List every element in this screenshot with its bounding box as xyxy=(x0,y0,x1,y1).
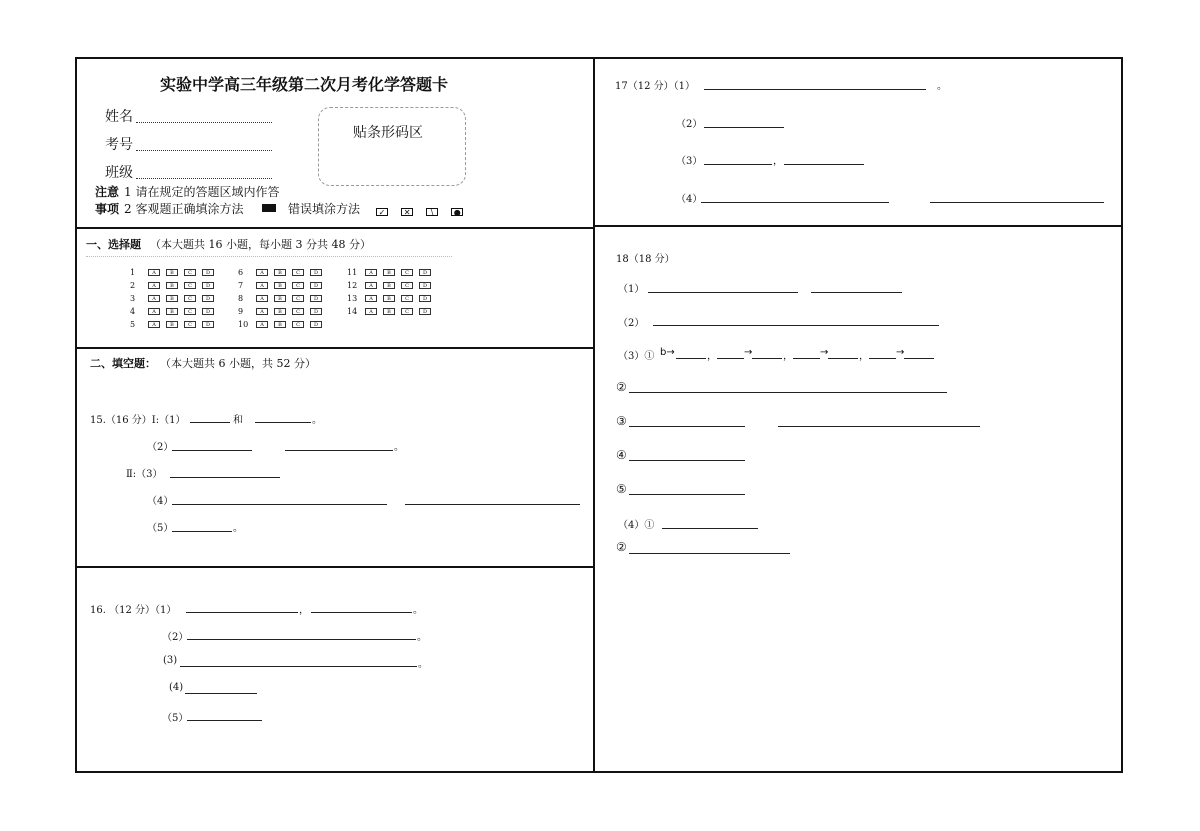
mc-option-bubble-a[interactable]: A xyxy=(148,321,160,328)
q18-3-line-6[interactable] xyxy=(869,358,896,359)
notes-label-1: 注意 xyxy=(95,185,120,199)
mc-option-bubble-d[interactable]: D xyxy=(310,321,322,328)
mc-option-bubble-b[interactable]: B xyxy=(383,295,395,302)
q18-3-line-2[interactable] xyxy=(717,358,744,359)
q18-p4c2: ② xyxy=(616,540,627,554)
mc-option-bubble-b[interactable]: B xyxy=(274,269,286,276)
q18-c5-line[interactable] xyxy=(629,494,745,495)
q15-and: 和 xyxy=(233,415,243,426)
q16-5-line[interactable] xyxy=(187,720,262,721)
q16-3-end: 。 xyxy=(418,659,428,670)
mc-option-bubble-b[interactable]: B xyxy=(383,282,395,289)
mc-option-bubble-a[interactable]: A xyxy=(148,269,160,276)
name-label: 姓名 xyxy=(105,109,133,125)
section2-title: 二、填空题： xyxy=(90,357,156,370)
q16-1b-line[interactable] xyxy=(311,612,412,613)
q18-c3b-line[interactable] xyxy=(778,426,980,427)
mc-option-bubble-c[interactable]: C xyxy=(401,295,413,302)
mc-option-bubble-a[interactable]: A xyxy=(256,269,268,276)
mc-option-bubble-a[interactable]: A xyxy=(365,282,377,289)
q17-comma: ， xyxy=(773,156,783,167)
q15-p2: （2） xyxy=(147,442,174,453)
mc-option-bubble-c[interactable]: C xyxy=(401,269,413,276)
wrong-mark-dot-icon: ● xyxy=(451,208,463,216)
mc-option-bubble-d[interactable]: D xyxy=(202,269,214,276)
mc-question-row xyxy=(238,281,328,290)
q17-head: 17（12 分）（1） xyxy=(615,81,695,92)
mc-question-row xyxy=(347,294,437,303)
section1-title: 一、选择题 xyxy=(86,238,141,251)
mc-question-number: 7 xyxy=(238,281,244,290)
mc-option-bubble-c[interactable]: C xyxy=(292,321,304,328)
mc-option-bubble-b[interactable]: B xyxy=(383,308,395,315)
q18-c3a-line[interactable] xyxy=(629,426,745,427)
wrong-fill-examples xyxy=(368,201,463,220)
mc-question-row xyxy=(238,307,328,316)
q18-3-arrow-1: → xyxy=(744,347,753,358)
q18-3-line-1[interactable] xyxy=(676,358,706,359)
mc-option-bubble-d[interactable]: D xyxy=(310,269,322,276)
q16-4-line[interactable] xyxy=(185,693,257,694)
q18-p2: （2） xyxy=(618,318,645,329)
q17-3b-line[interactable] xyxy=(784,164,864,165)
mc-option-bubble-d[interactable]: D xyxy=(419,295,431,302)
q16-p3: (3) xyxy=(163,655,178,666)
mc-option-bubble-c[interactable]: C xyxy=(184,269,196,276)
q16-2-line[interactable] xyxy=(187,639,416,640)
section1-dotted-line xyxy=(86,256,452,257)
q18-2-line[interactable] xyxy=(653,325,939,326)
q18-p4: （4）① xyxy=(618,520,655,531)
q17-p2: （2） xyxy=(676,119,703,130)
mc-question-row xyxy=(347,281,437,290)
mc-question-number: 4 xyxy=(130,307,136,316)
mc-option-bubble-a[interactable]: A xyxy=(365,269,377,276)
mc-option-bubble-d[interactable]: D xyxy=(419,269,431,276)
mc-question-number: 14 xyxy=(347,307,358,316)
mc-option-bubble-d[interactable]: D xyxy=(419,308,431,315)
q18-3-line-5[interactable] xyxy=(828,358,858,359)
q18-c2: ② xyxy=(616,380,627,394)
note-2: 2 客观题正确填涂方法 xyxy=(124,202,244,216)
mc-question-number: 9 xyxy=(238,307,244,316)
notes-label-2: 事项 xyxy=(95,202,120,216)
mc-option-bubble-b[interactable]: B xyxy=(166,269,178,276)
exam-number-field-line[interactable] xyxy=(136,150,272,151)
wrong-mark-cross-icon: ✕ xyxy=(401,208,413,216)
mc-option-bubble-a[interactable]: A xyxy=(256,308,268,315)
q17-4b-line[interactable] xyxy=(930,202,1104,203)
q16-p4: (4) xyxy=(169,682,184,693)
class-label: 班级 xyxy=(105,165,133,181)
q18-c5: ⑤ xyxy=(616,482,627,496)
q18-4b-line[interactable] xyxy=(629,553,790,554)
mc-option-bubble-d[interactable]: D xyxy=(419,282,431,289)
q16-3-line[interactable] xyxy=(180,666,417,667)
mc-question-number: 2 xyxy=(130,281,136,290)
q16-1a-line[interactable] xyxy=(186,612,298,613)
mc-option-bubble-b[interactable]: B xyxy=(383,269,395,276)
wrong-fill-label: 错误填涂方法 xyxy=(288,202,361,216)
q16-p2: （2） xyxy=(162,632,189,643)
mc-option-bubble-c[interactable]: C xyxy=(184,295,196,302)
mc-question-number: 12 xyxy=(347,281,358,290)
q17-4a-line[interactable] xyxy=(701,202,889,203)
mc-question-row xyxy=(130,320,220,329)
mc-option-bubble-d[interactable]: D xyxy=(202,308,214,315)
mc-option-bubble-d[interactable]: D xyxy=(310,282,322,289)
q18-3-arrow-3: → xyxy=(896,347,905,358)
q18-c2-line[interactable] xyxy=(629,392,947,393)
mc-option-bubble-b[interactable]: B xyxy=(274,308,286,315)
mc-option-bubble-d[interactable]: D xyxy=(202,295,214,302)
mc-option-bubble-c[interactable]: C xyxy=(401,282,413,289)
divider-section1 xyxy=(75,347,594,349)
page-title: 实验中学高三年级第二次月考化学答题卡 xyxy=(160,75,449,94)
q18-3-comma-3: ， xyxy=(859,351,869,362)
q17-2-line[interactable] xyxy=(704,127,784,128)
q17-1-line[interactable] xyxy=(704,89,926,90)
section1-desc: （本大题共 16 小题，每小题 3 分共 48 分） xyxy=(150,238,371,251)
mc-option-bubble-c[interactable]: C xyxy=(292,308,304,315)
mc-option-bubble-c[interactable]: C xyxy=(184,321,196,328)
q15-1-end: 。 xyxy=(312,415,322,426)
q18-3-line-7[interactable] xyxy=(904,358,934,359)
mc-option-bubble-b[interactable]: B xyxy=(274,321,286,328)
mc-question-number: 11 xyxy=(347,268,358,277)
q18-p1: （1） xyxy=(618,284,645,295)
q18-3-comma-2: ， xyxy=(783,351,793,362)
correct-fill-mark xyxy=(262,204,276,212)
divider-q17 xyxy=(593,225,1123,227)
mc-question-number: 1 xyxy=(130,268,136,277)
q18-3-start: b→ xyxy=(660,347,675,358)
q15-part2: Ⅱ:（3） xyxy=(126,469,163,480)
mc-question-number: 3 xyxy=(130,294,136,303)
q18-head: 18（18 分） xyxy=(616,254,675,265)
q17-1-end: 。 xyxy=(937,81,947,92)
mc-question-row xyxy=(130,294,220,303)
q18-1a-line[interactable] xyxy=(648,292,798,293)
q15-p4: （4） xyxy=(147,496,174,507)
q18-p3: （3）① xyxy=(618,351,655,362)
mc-question-number: 13 xyxy=(347,294,358,303)
q16-comma: ， xyxy=(299,605,309,616)
mc-option-bubble-b[interactable]: B xyxy=(166,282,178,289)
q18-3-arrow-2: → xyxy=(820,347,829,358)
exam-number-label: 考号 xyxy=(105,137,133,153)
note-1: 1 请在规定的答题区域内作答 xyxy=(124,185,280,199)
mc-option-bubble-a[interactable]: A xyxy=(256,295,268,302)
q15-2a-line[interactable] xyxy=(172,450,252,451)
barcode-area xyxy=(318,107,466,186)
mc-option-bubble-c[interactable]: C xyxy=(292,282,304,289)
mc-option-bubble-d[interactable]: D xyxy=(310,295,322,302)
mc-question-number: 6 xyxy=(238,268,244,277)
divider-section2 xyxy=(75,566,594,568)
q15-2b-line[interactable] xyxy=(285,450,393,451)
wrong-mark-check-icon: ✓ xyxy=(376,208,388,216)
q15-4b-line[interactable] xyxy=(405,504,580,505)
mc-option-bubble-c[interactable]: C xyxy=(292,269,304,276)
mc-option-bubble-c[interactable]: C xyxy=(401,308,413,315)
q15-head: 15.（16 分）Ⅰ:（1） xyxy=(90,415,186,426)
q18-c4-line[interactable] xyxy=(629,460,745,461)
q16-2-end: 。 xyxy=(417,632,427,643)
q18-3-line-4[interactable] xyxy=(793,358,820,359)
mc-option-bubble-d[interactable]: D xyxy=(202,321,214,328)
mc-option-bubble-c[interactable]: C xyxy=(292,295,304,302)
q15-1a-line[interactable] xyxy=(190,422,230,423)
mc-option-bubble-b[interactable]: B xyxy=(274,282,286,289)
mc-option-bubble-c[interactable]: C xyxy=(184,308,196,315)
wrong-mark-slash-icon: \ xyxy=(426,208,438,216)
q17-3a-line[interactable] xyxy=(704,164,772,165)
q16-1-end: 。 xyxy=(413,605,423,616)
q18-c3: ③ xyxy=(616,414,627,428)
q15-p5: （5） xyxy=(147,523,174,534)
mc-option-bubble-b[interactable]: B xyxy=(166,308,178,315)
mc-question-row xyxy=(130,268,220,277)
mc-option-bubble-d[interactable]: D xyxy=(202,282,214,289)
name-field-line[interactable] xyxy=(136,122,272,123)
mc-option-bubble-b[interactable]: B xyxy=(166,321,178,328)
q15-1b-line[interactable] xyxy=(255,422,311,423)
q18-3-comma-1: ， xyxy=(707,351,717,362)
mc-option-bubble-a[interactable]: A xyxy=(365,308,377,315)
q18-c4: ④ xyxy=(616,448,627,462)
q15-5-end: 。 xyxy=(233,523,243,534)
class-field-line[interactable] xyxy=(136,178,272,179)
mc-question-number: 10 xyxy=(238,320,249,329)
q18-4a-line[interactable] xyxy=(662,528,758,529)
mc-question-row xyxy=(238,320,328,329)
q15-3-line[interactable] xyxy=(170,477,280,478)
mc-option-bubble-a[interactable]: A xyxy=(148,295,160,302)
mc-question-row xyxy=(238,294,328,303)
q16-p5: （5） xyxy=(162,713,189,724)
q15-2-end: 。 xyxy=(394,442,404,453)
mc-option-bubble-b[interactable]: B xyxy=(166,295,178,302)
q16-head: 16. （12 分）（1） xyxy=(90,605,177,616)
section2-desc: （本大题共 6 小题，共 52 分） xyxy=(160,357,316,370)
divider-header xyxy=(75,227,594,229)
mc-question-row xyxy=(130,307,220,316)
mc-question-row xyxy=(130,281,220,290)
mc-option-bubble-b[interactable]: B xyxy=(274,295,286,302)
q15-4a-line[interactable] xyxy=(172,504,387,505)
mc-option-bubble-a[interactable]: A xyxy=(256,282,268,289)
mc-option-bubble-c[interactable]: C xyxy=(184,282,196,289)
mc-question-number: 8 xyxy=(238,294,244,303)
mc-question-row xyxy=(238,268,328,277)
mc-option-bubble-a[interactable]: A xyxy=(365,295,377,302)
q17-p4: （4） xyxy=(676,194,703,205)
mc-option-bubble-a[interactable]: A xyxy=(256,321,268,328)
q18-3-line-3[interactable] xyxy=(752,358,782,359)
barcode-label: 贴条形码区 xyxy=(353,125,423,141)
q15-5-line[interactable] xyxy=(172,531,232,532)
mc-option-bubble-a[interactable]: A xyxy=(148,282,160,289)
mc-option-bubble-a[interactable]: A xyxy=(148,308,160,315)
mc-question-row xyxy=(347,268,437,277)
q17-p3: （3） xyxy=(676,156,703,167)
center-divider xyxy=(593,57,595,773)
q18-1b-line[interactable] xyxy=(811,292,902,293)
mc-question-number: 5 xyxy=(130,320,136,329)
mc-question-row xyxy=(347,307,437,316)
mc-option-bubble-d[interactable]: D xyxy=(310,308,322,315)
